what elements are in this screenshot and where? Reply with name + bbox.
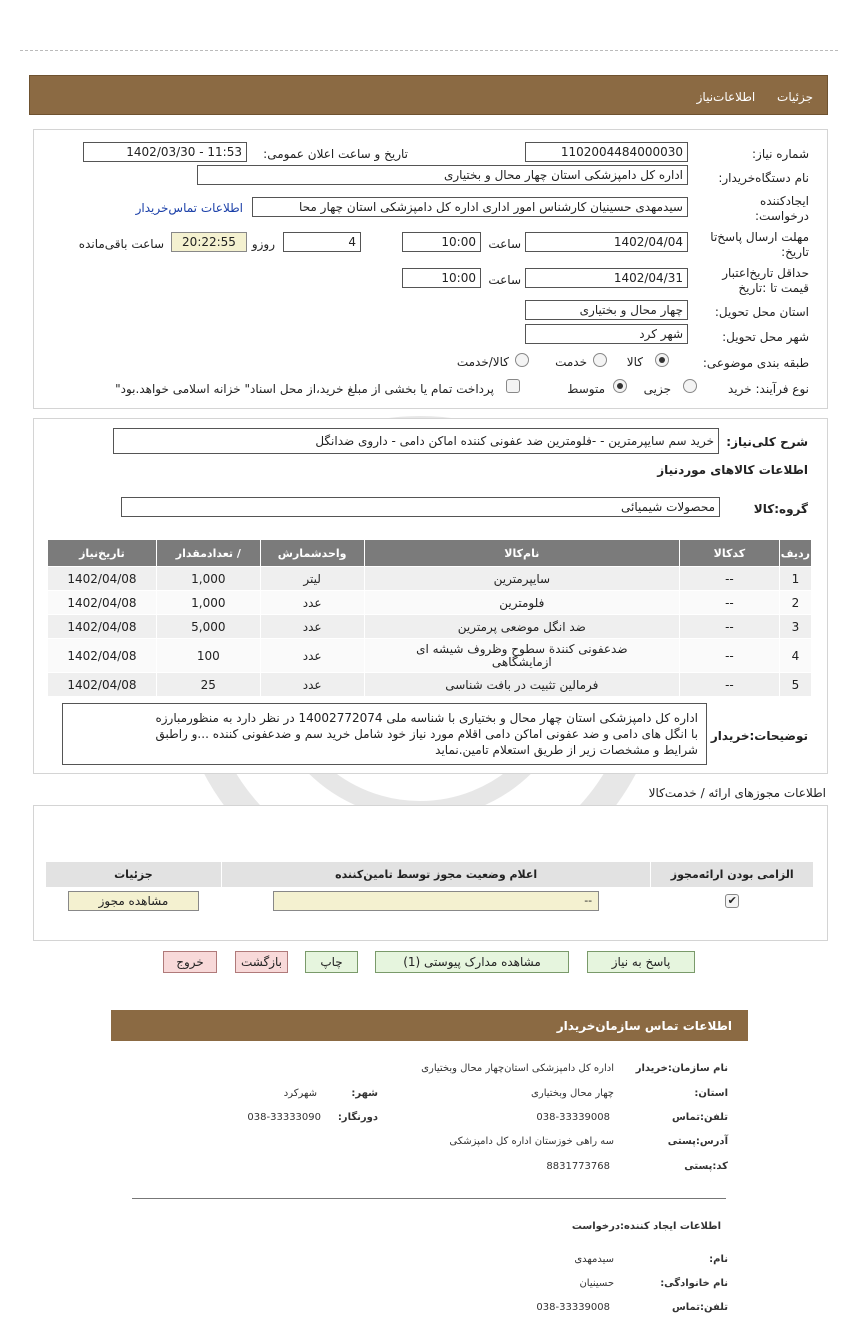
days-field[interactable]: 4 [283, 232, 361, 252]
creator-lastname-value: حسینیان [579, 1278, 614, 1289]
buyer-org-label: نام دستگاه‌خریدار: [718, 171, 809, 185]
day-label: روزو [251, 237, 275, 251]
cell-date: 1402/04/08 [48, 615, 157, 639]
cell-name: سایپرمترین [364, 567, 679, 591]
col-qty: / تعدادمقدار [156, 540, 260, 567]
cell-code: -- [680, 673, 780, 697]
table-row[interactable] [48, 673, 812, 697]
contact-fax-label: دورنگار: [337, 1112, 378, 1123]
contact-info-bar: اطلاعات تماس سازمان‌خریدار [111, 1010, 748, 1041]
contact-city-value: شهرکرد [283, 1088, 317, 1099]
radio-goods-service[interactable] [515, 353, 529, 367]
contact-divider [132, 1198, 726, 1199]
creator-label-1: ایجادکننده [760, 194, 809, 208]
cell-row: 1 [779, 567, 811, 591]
col-required: الزامی بودن ارائه‌مجوز [651, 862, 814, 888]
cell-qty: 5,000 [156, 615, 260, 639]
reply-button[interactable]: پاسخ به نیاز [587, 951, 695, 973]
table-row[interactable] [48, 591, 812, 615]
cell-code: -- [680, 567, 780, 591]
remaining-time-box: 20:22:55 [171, 232, 247, 252]
col-status: اعلام وضعیت مجوز توسط تامین‌کننده [221, 862, 651, 888]
city-field[interactable]: شهر کرد [525, 324, 688, 344]
radio-service-label: خدمت [555, 355, 587, 369]
buyer-notes-line-1: اداره کل دامپزشکی استان چهار محال و بختیاری با شناسه ملی 14002772074 در نظر دارد به منظورمبارزه [155, 711, 698, 725]
cell-qty: 100 [156, 639, 260, 673]
cell-code: -- [680, 615, 780, 639]
cell-row: 2 [779, 591, 811, 615]
deadline-label-2: تاریخ: [781, 245, 809, 259]
table-row[interactable] [48, 567, 812, 591]
validity-time-field[interactable]: 10:00 [402, 268, 481, 288]
cell-date: 1402/04/08 [48, 673, 157, 697]
cell-unit: لیتر [260, 567, 364, 591]
contact-city-label: شهر: [351, 1088, 378, 1099]
contact-address-value: سه راهی خوزستان اداره کل دامپزشکی [449, 1136, 614, 1147]
radio-goods[interactable] [655, 353, 669, 367]
payment-note: پرداخت تمام یا بخشی از مبلغ خرید،از محل اسناد" خزانه اسلامی خواهد.بود" [115, 382, 494, 396]
cell-name: ضدعفونی کنندة سطوح وظروف شیشه ای ازمایشگاهی [364, 639, 679, 673]
process-label: نوع فرآیند: خرید [728, 382, 809, 396]
deadline-time-field[interactable]: 10:00 [402, 232, 481, 252]
buyer-contact-link[interactable]: اطلاعات تماس‌خریدار [135, 201, 243, 215]
tab-details[interactable]: جزئیات [777, 90, 813, 104]
goods-info-title: اطلاعات کالاهای موردنیاز [657, 463, 808, 477]
col-unit: واحدشمارش [260, 540, 364, 567]
top-divider [20, 50, 838, 51]
tab-need-info[interactable]: اطلاعات‌نیاز [696, 90, 756, 104]
permit-row [46, 888, 814, 914]
validity-time-label: ساعت [488, 273, 521, 287]
radio-goods-label: کالا [626, 355, 643, 369]
deadline-date-field[interactable]: 1402/04/04 [525, 232, 688, 252]
radio-medium[interactable] [613, 379, 627, 393]
contact-phone-value: 038-33339008 [536, 1112, 610, 1123]
remaining-label: ساعت باقی‌مانده [78, 237, 164, 251]
permit-status-field[interactable]: -- [273, 891, 599, 911]
contact-province-value: چهار محال وبختیاری [531, 1088, 614, 1099]
exit-button[interactable]: خروج [163, 951, 217, 973]
cell-row: 3 [779, 615, 811, 639]
table-row[interactable] [48, 639, 812, 673]
payment-checkbox[interactable] [506, 379, 520, 393]
col-details: جزئیات [46, 862, 222, 888]
validity-label-1: حداقل تاریخ‌اعتبار [722, 266, 809, 280]
permits-title: اطلاعات مجوزهای ارائه / خدمت‌کالا [648, 786, 826, 800]
validity-label-2: قیمت تا :تاریخ [738, 281, 809, 295]
buyer-org-field[interactable]: اداره کل دامپزشکی استان چهار محال و بختیاری [197, 165, 688, 185]
creator-lastname-label: نام خانوادگی: [660, 1278, 728, 1289]
province-field[interactable]: چهار محال و بختیاری [525, 300, 688, 320]
radio-partial-label: جزیی [643, 382, 671, 396]
cell-unit: عدد [260, 639, 364, 673]
summary-label: شرح کلی‌نیاز: [726, 435, 808, 449]
need-number-label: شماره نیاز: [752, 147, 809, 161]
col-date: تاریخ‌نیاز [48, 540, 157, 567]
validity-date-field[interactable]: 1402/04/31 [525, 268, 688, 288]
cell-row: 4 [779, 639, 811, 673]
buyer-notes-label: توضیحات:خریدار [710, 729, 808, 743]
back-button[interactable]: بازگشت [235, 951, 288, 973]
contact-address-label: آدرس:پستی [667, 1136, 728, 1147]
permit-details-cell [46, 888, 222, 914]
permit-required-cell [651, 888, 814, 914]
contact-postal-value: 8831773768 [546, 1161, 610, 1172]
creator-field[interactable]: سیدمهدی حسینیان کارشناس امور اداری اداره کل دامپزشکی استان چهار محا [252, 197, 688, 217]
cell-qty: 1,000 [156, 591, 260, 615]
col-row: ردیف [779, 540, 811, 567]
cell-row: 5 [779, 673, 811, 697]
radio-medium-label: متوسط [567, 382, 605, 396]
city-label: شهر محل تحویل: [722, 330, 809, 344]
buyer-notes-line-2: با انگل های دامی و ضد عفونی اماکن دامی اقلام مورد نیاز خود شامل خرید سم و ضدعفونی کننده ...و راطبق [155, 727, 698, 741]
category-label: طبقه بندی موضوعی: [702, 356, 809, 370]
group-field[interactable]: محصولات شیمیائی [121, 497, 720, 517]
deadline-label-1: مهلت ارسال پاسخ‌تا [710, 230, 809, 244]
contact-phone-label: تلفن:تماس [671, 1112, 728, 1123]
items-table [47, 539, 812, 697]
items-table-header [48, 540, 812, 567]
cell-unit: عدد [260, 673, 364, 697]
permits-header [46, 862, 814, 888]
permit-required-checkbox[interactable]: ✔ [725, 894, 739, 908]
col-name: نام‌کالا [364, 540, 679, 567]
radio-goods-service-label: کالا/خدمت [456, 355, 509, 369]
group-label: گروه:کالا [753, 502, 808, 516]
creator-info-title: اطلاعات ایجاد کننده:درخواست [571, 1221, 721, 1232]
radio-service[interactable] [593, 353, 607, 367]
cell-unit: عدد [260, 615, 364, 639]
contact-org-value: اداره کل دامپزشکی استان‌چهار محال وبختیاری [421, 1063, 614, 1074]
need-number-field[interactable]: 1102004484000030 [525, 142, 688, 162]
announce-field[interactable]: 1402/03/30 - 11:53 [83, 142, 247, 162]
province-label: استان محل تحویل: [714, 305, 809, 319]
creator-phone-value: 038-33339008 [536, 1302, 610, 1313]
contact-fax-value: 038-33333090 [247, 1112, 321, 1123]
cell-name: فرمالین تثبیت در بافت شناسی [364, 673, 679, 697]
cell-qty: 1,000 [156, 567, 260, 591]
col-code: کدکالا [680, 540, 780, 567]
creator-name-label: نام: [709, 1254, 728, 1265]
cell-code: -- [680, 639, 780, 673]
contact-org-label: نام سازمان:خریدار [635, 1063, 728, 1074]
print-button[interactable]: چاپ [305, 951, 358, 973]
radio-partial[interactable] [683, 379, 697, 393]
cell-unit: عدد [260, 591, 364, 615]
buyer-notes-box [62, 703, 707, 765]
deadline-time-label: ساعت [488, 237, 521, 251]
permits-table [45, 861, 814, 914]
cell-date: 1402/04/08 [48, 567, 157, 591]
permit-status-cell [221, 888, 651, 914]
creator-label-2: درخواست: [755, 209, 809, 223]
announce-label: تاریخ و ساعت اعلان عمومی: [263, 147, 408, 161]
cell-date: 1402/04/08 [48, 591, 157, 615]
contact-postal-label: کد:پستی [684, 1161, 728, 1172]
cell-name: ضد انگل موضعی پرمترین [364, 615, 679, 639]
header-bar [29, 75, 828, 115]
cell-qty: 25 [156, 673, 260, 697]
cell-name: فلومترین [364, 591, 679, 615]
contact-province-label: استان: [694, 1088, 728, 1099]
summary-field[interactable]: خرید سم سایپرمترین - -فلومترین ضد عفونی کننده اماکن دامی - داروی ضدانگل [113, 428, 719, 454]
table-row[interactable] [48, 615, 812, 639]
view-permit-button[interactable]: مشاهده مجوز [68, 891, 199, 911]
cell-code: -- [680, 591, 780, 615]
buyer-notes-line-3: شرایط و مشخصات زیر از طریق استعلام تامین.نماید [435, 743, 698, 757]
attachments-button[interactable]: مشاهده مدارک پیوستی (1) [375, 951, 569, 973]
creator-name-value: سیدمهدی [574, 1254, 614, 1265]
creator-phone-label: تلفن:تماس [671, 1302, 728, 1313]
cell-date: 1402/04/08 [48, 639, 157, 673]
